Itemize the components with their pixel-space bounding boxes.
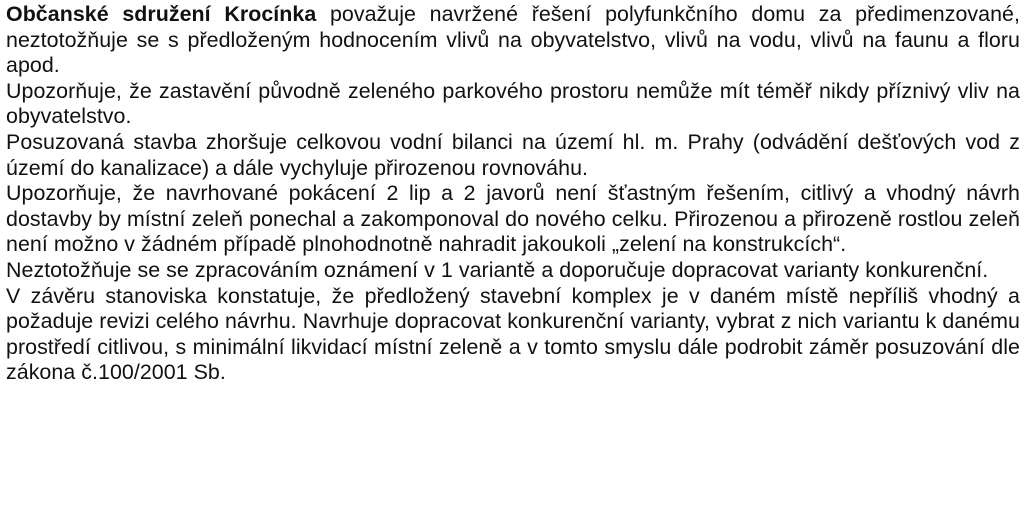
paragraph-water-balance: Posuzovaná stavba zhoršuje celkovou vodní bilanci na území hl. m. Prahy (odvádění dešťových vod z území do kanalizace) a dále vychyluje přirozenou rovnováhu. [6,129,1020,180]
paragraph-park-space: Upozorňuje, že zastavění původně zeleného parkového prostoru nemůže mít téměř nikdy příznivý vliv na obyvatelstvo. [6,78,1020,129]
paragraph-text: považuje navržené řešení polyfunkčního domu za předimenzované, neztotožňuje se s předloženým hodnocením vlivů na obyvatelstvo, vlivů na vodu, vlivů na faunu a floru apod. [6,2,1020,78]
paragraph-variants: Neztotožňuje se se zpracováním oznámení v 1 variantě a doporučuje dopracovat varianty konkurenční. [6,257,989,282]
paragraph-tree-felling: Upozorňuje, že navrhované pokácení 2 lip a 2 javorů není šťastným řešením, citlivý a vhodný návrh dostavby by místní zeleň ponechal a zakomponoval do nového celku. Přirozenou a přirozeně rostlou zeleň není možno v žádném případě plnohodnotně nahradit jakoukoli „zelení na konstrukcích“. [6,181,1020,257]
document-body [6,2,1020,386]
paragraph-intro [6,2,1020,79]
paragraph-conclusion: V závěru stanoviska konstatuje, že předložený stavební komplex je v daném místě nepříliš vhodný a požaduje revizi celého návrhu. Navrhuje dopracovat konkurenční varianty, vybrat z nich variantu k danému prostředí citlivou, s minimální likvidací místní zeleně a v tomto smyslu dále podrobit záměr posuzování dle zákona č.100/2001 Sb. [6,283,1020,385]
organization-name: Občanské sdružení Krocínka [6,2,317,26]
